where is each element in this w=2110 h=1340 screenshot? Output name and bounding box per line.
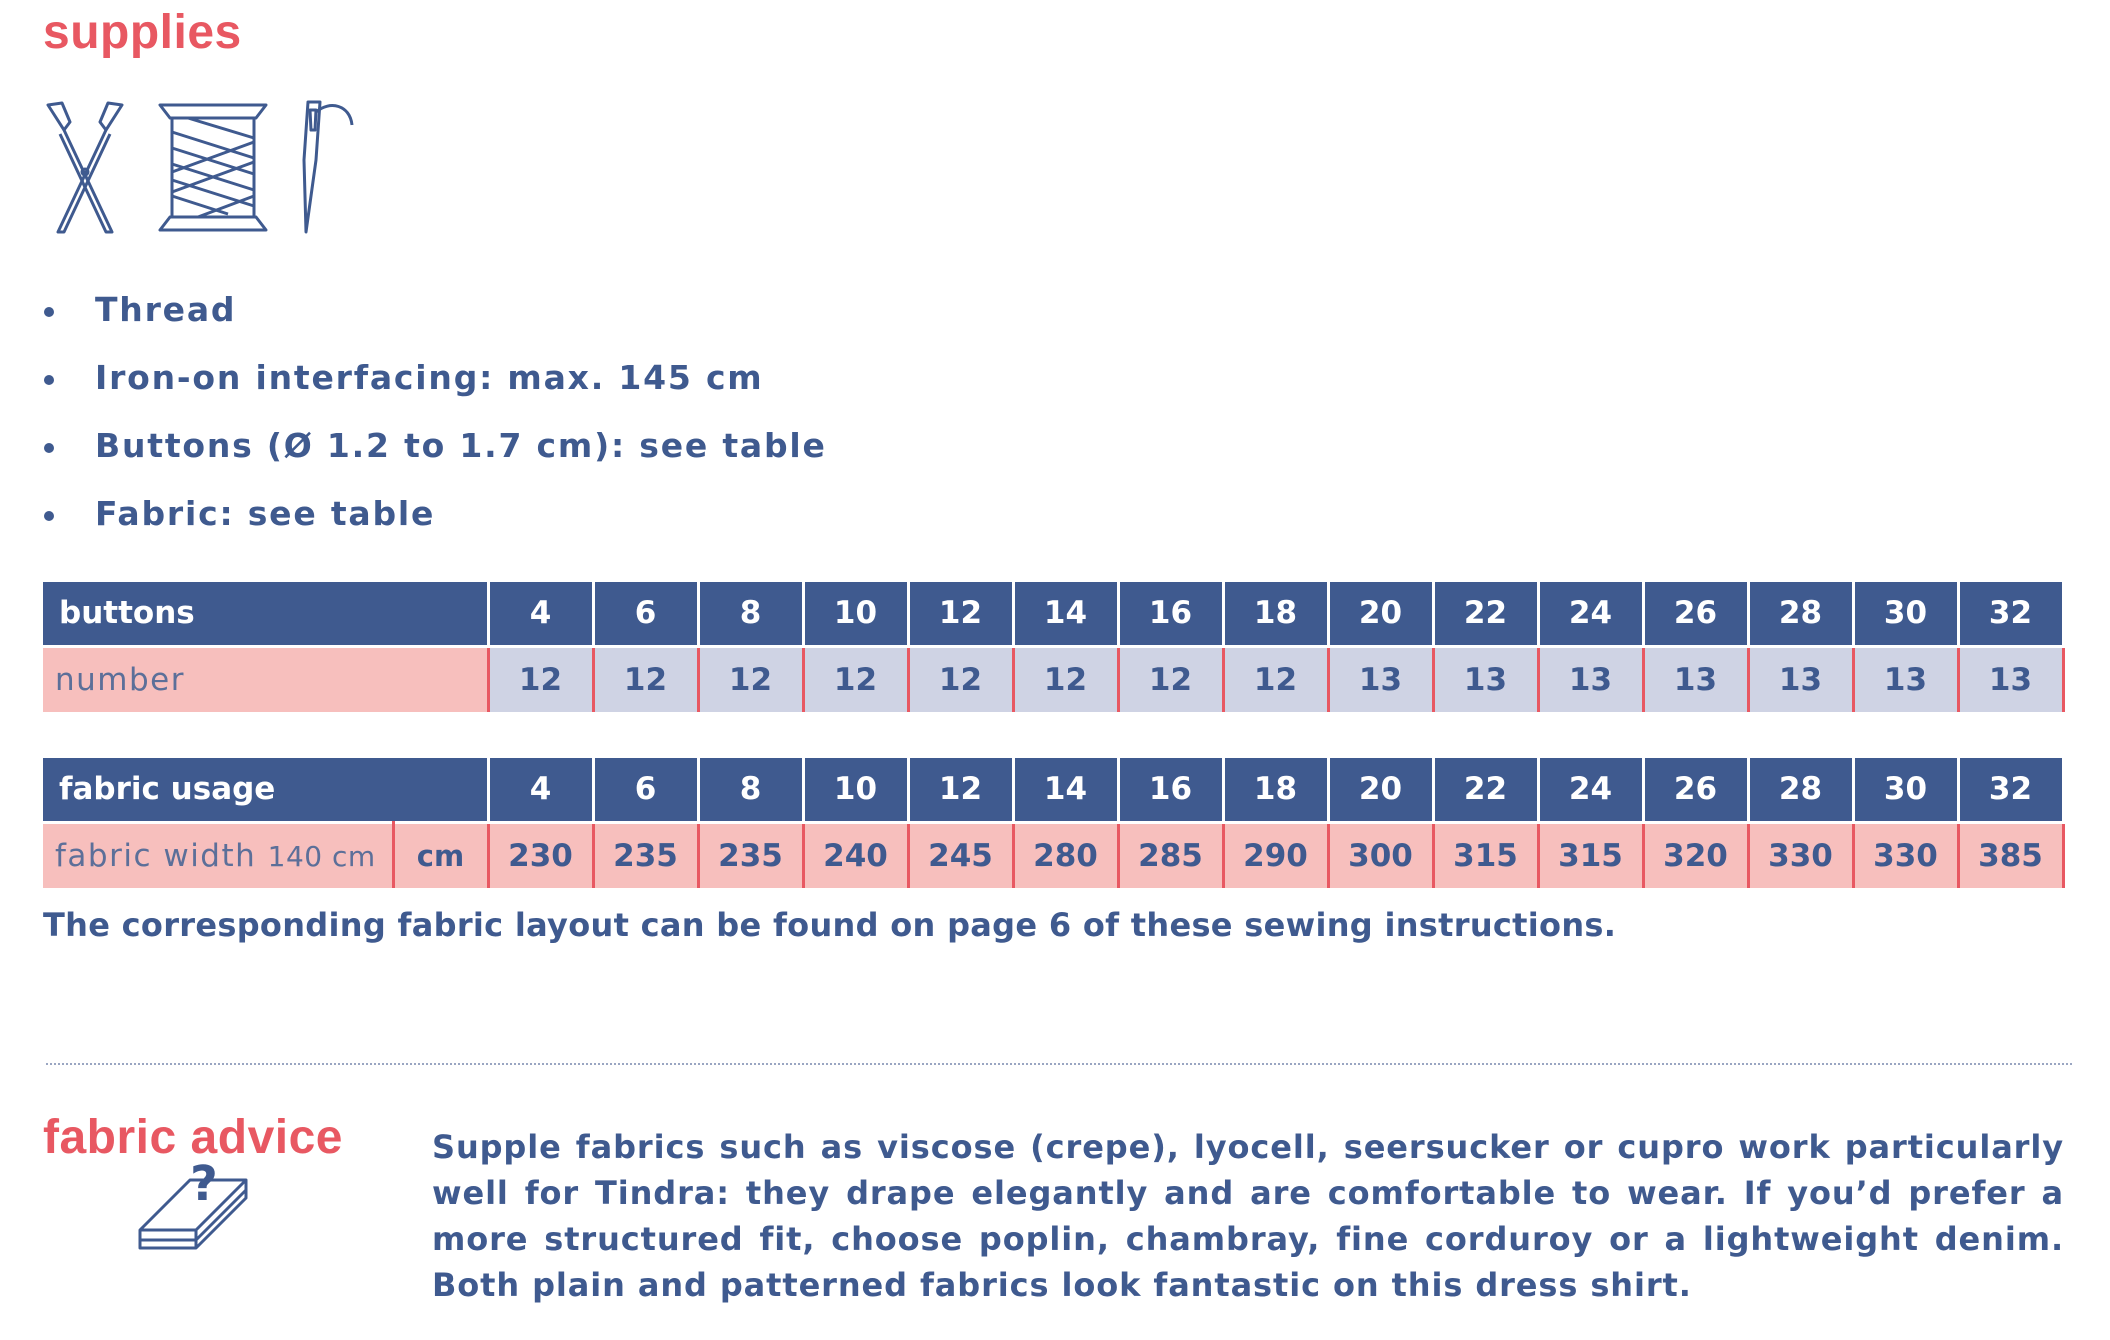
button-count-cell: 12 xyxy=(908,646,1013,712)
supply-list xyxy=(40,282,827,554)
size-header-cell: 4 xyxy=(488,758,593,822)
fabric-usage-cell: 235 xyxy=(593,822,698,888)
scissors-icon xyxy=(40,100,130,235)
size-header-cell: 10 xyxy=(803,582,908,646)
size-header-cell: 20 xyxy=(1328,582,1433,646)
button-count-cell: 12 xyxy=(1223,646,1328,712)
button-count-cell: 13 xyxy=(1853,646,1958,712)
fabric-usage-cell: 230 xyxy=(488,822,593,888)
needle-icon xyxy=(290,100,360,235)
buttons-header-label: buttons xyxy=(43,582,488,646)
size-header-cell: 6 xyxy=(593,758,698,822)
fabric-usage-cell: 385 xyxy=(1958,822,2063,888)
size-header-cell: 32 xyxy=(1958,582,2063,646)
fabric-usage-cell: 290 xyxy=(1223,822,1328,888)
fabric-layout-note: The corresponding fabric layout can be found on page 6 of these sewing instructions. xyxy=(43,906,1617,944)
fabric-usage-cell: 240 xyxy=(803,822,908,888)
button-count-cell: 12 xyxy=(593,646,698,712)
size-header-cell: 10 xyxy=(803,758,908,822)
bullet-icon xyxy=(44,443,54,453)
bullet-icon xyxy=(44,307,54,317)
button-count-cell: 12 xyxy=(488,646,593,712)
size-header-cell: 26 xyxy=(1643,758,1748,822)
list-item xyxy=(40,350,827,418)
list-item xyxy=(40,486,827,554)
svg-text:?: ? xyxy=(190,1160,218,1212)
supply-item-text: Buttons (Ø 1.2 to 1.7 cm): see table xyxy=(95,426,827,465)
size-header-cell: 8 xyxy=(698,758,803,822)
button-count-cell: 13 xyxy=(1958,646,2063,712)
table-header-row xyxy=(43,758,2063,822)
button-count-cell: 12 xyxy=(698,646,803,712)
supply-item-text: Thread xyxy=(95,290,237,329)
supplies-heading: supplies xyxy=(43,6,242,59)
size-header-cell: 26 xyxy=(1643,582,1748,646)
fabric-usage-cell: 315 xyxy=(1538,822,1643,888)
supply-item-text: Iron-on interfacing: max. 145 cm xyxy=(95,358,764,397)
size-header-cell: 6 xyxy=(593,582,698,646)
fabric-usage-cell: 330 xyxy=(1748,822,1853,888)
supply-icons xyxy=(40,100,370,240)
size-header-cell: 14 xyxy=(1013,758,1118,822)
button-count-cell: 13 xyxy=(1748,646,1853,712)
size-header-cell: 8 xyxy=(698,582,803,646)
size-header-cell: 18 xyxy=(1223,758,1328,822)
size-header-cell: 20 xyxy=(1328,758,1433,822)
buttons-table xyxy=(43,582,2065,712)
fabric-width-label: fabric width xyxy=(55,837,257,874)
button-count-cell: 12 xyxy=(803,646,908,712)
size-header-cell: 18 xyxy=(1223,582,1328,646)
fabric-usage-cell: 320 xyxy=(1643,822,1748,888)
button-count-cell: 13 xyxy=(1643,646,1748,712)
table-row xyxy=(43,822,2063,888)
button-count-cell: 13 xyxy=(1433,646,1538,712)
fabric-usage-cell: 245 xyxy=(908,822,1013,888)
fabric-usage-table xyxy=(43,758,2065,888)
fabric-usage-cell: 285 xyxy=(1118,822,1223,888)
fabric-usage-cell: 300 xyxy=(1328,822,1433,888)
size-header-cell: 24 xyxy=(1538,582,1643,646)
size-header-cell: 12 xyxy=(908,582,1013,646)
fabric-unit: cm xyxy=(393,822,488,888)
button-count-cell: 13 xyxy=(1328,646,1433,712)
size-header-cell: 22 xyxy=(1433,582,1538,646)
fabric-width-value: 140 cm xyxy=(267,839,376,873)
size-header-cell: 4 xyxy=(488,582,593,646)
fabric-usage-cell: 280 xyxy=(1013,822,1118,888)
thread-spool-icon xyxy=(158,100,268,235)
fabric-usage-cell: 315 xyxy=(1433,822,1538,888)
size-header-cell: 12 xyxy=(908,758,1013,822)
size-header-cell: 14 xyxy=(1013,582,1118,646)
fabric-usage-cell: 330 xyxy=(1853,822,1958,888)
size-header-cell: 16 xyxy=(1118,758,1223,822)
table-row xyxy=(43,646,2063,712)
section-divider xyxy=(46,1063,2072,1065)
size-header-cell: 30 xyxy=(1853,582,1958,646)
button-count-cell: 13 xyxy=(1538,646,1643,712)
fabric-header-label: fabric usage xyxy=(43,758,488,822)
size-header-cell: 24 xyxy=(1538,758,1643,822)
fabric-row-label xyxy=(43,822,393,888)
size-header-cell: 28 xyxy=(1748,582,1853,646)
folded-fabric-question-icon xyxy=(138,1160,250,1260)
list-item xyxy=(40,282,827,350)
supply-item-text: Fabric: see table xyxy=(95,494,436,533)
button-count-cell: 12 xyxy=(1013,646,1118,712)
size-header-cell: 32 xyxy=(1958,758,2063,822)
fabric-advice-text: Supple fabrics such as viscose (crepe), lyocell, seersucker or cupro work particularly well for Tindra: they drape elegantly and are comfortable to wear. If you’d prefer a more structured fit, choose poplin, chambray, fine corduroy or a lightweight denim. Both plain and patterned fabrics look fantastic on this dress shirt. xyxy=(432,1128,2064,1304)
bullet-icon xyxy=(44,375,54,385)
list-item xyxy=(40,418,827,486)
table-header-row xyxy=(43,582,2063,646)
size-header-cell: 22 xyxy=(1433,758,1538,822)
buttons-row-label: number xyxy=(43,646,488,712)
size-header-cell: 30 xyxy=(1853,758,1958,822)
button-count-cell: 12 xyxy=(1118,646,1223,712)
bullet-icon xyxy=(44,511,54,521)
size-header-cell: 28 xyxy=(1748,758,1853,822)
size-header-cell: 16 xyxy=(1118,582,1223,646)
fabric-advice-heading: fabric advice xyxy=(43,1111,343,1164)
fabric-usage-cell: 235 xyxy=(698,822,803,888)
